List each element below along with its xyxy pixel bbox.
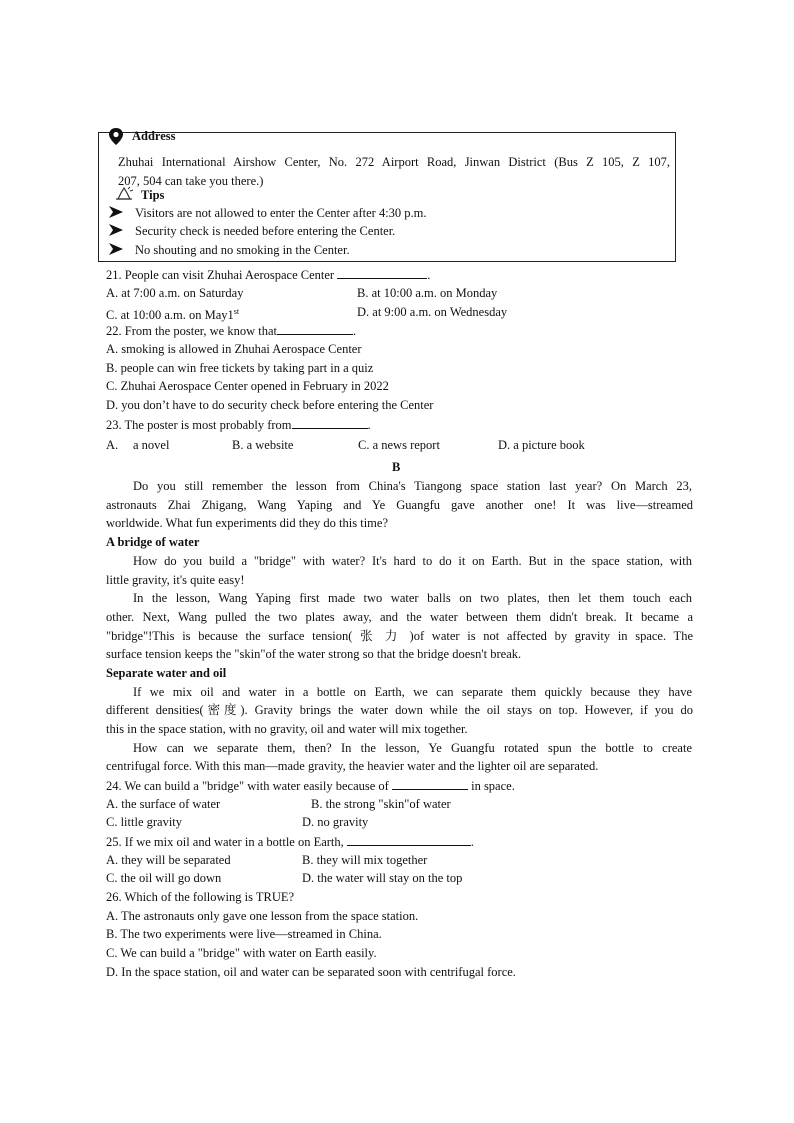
q24-option-d: D. no gravity	[302, 815, 369, 829]
q21-option-b: B. at 10:00 a.m. on Monday	[357, 286, 498, 300]
passage-line: this in the space station, with no gravity, oil and water will mix together.	[106, 722, 468, 736]
q23-option-b: B. a website	[232, 438, 294, 452]
q21-option-d: D. at 9:00 a.m. on Wednesday	[357, 305, 508, 319]
address-heading: Address	[132, 129, 176, 143]
subheading-separate-water-oil: Separate water and oil	[106, 666, 227, 680]
passage-line: centrifugal force. With this man—made gravity, the heavier water and the lighter oil are separated.	[106, 759, 599, 773]
address-line-1: Zhuhai International Airshow Center, No. 272 Airport Road, Jinwan District (Bus Z 105, Z 107,	[118, 155, 670, 169]
passage-line: "bridge"!This is because the surface tension( 张 力 )of water is not affected by gravity in space. The	[106, 629, 693, 643]
location-pin-icon	[106, 127, 126, 147]
address-line-2: 207, 504 can take you there.)	[118, 174, 264, 188]
q23-option-a-letter: A.	[106, 438, 119, 452]
q23-option-d: D. a picture book	[498, 438, 585, 452]
passage-line: worldwide. What fun experiments did they do this time?	[106, 516, 389, 530]
q25-option-b: B. they will mix together	[302, 853, 428, 867]
passage-line: little gravity, it's quite easy!	[106, 573, 245, 587]
arrow-bullet-icon	[108, 223, 124, 237]
question-23: 23. The poster is most probably from .	[106, 418, 371, 432]
passage-line: astronauts Zhai Zhigang, Wang Yaping and Ye Guangfu gave another one! It was live—streamed	[106, 498, 693, 512]
q26-option-a: A. The astronauts only gave one lesson from the space station.	[106, 909, 419, 923]
question-22: 22. From the poster, we know that .	[106, 324, 357, 338]
question-25: 25. If we mix oil and water in a bottle on Earth, .	[106, 835, 475, 849]
q24-option-c: C. little gravity	[106, 815, 183, 829]
arrow-bullet-icon	[108, 242, 124, 256]
passage-line: How can we separate them, then? In the lesson, Ye Guangfu rotated spun the bottle to create	[133, 741, 692, 755]
q21-option-c: C. at 10:00 a.m. on May1st	[106, 307, 240, 323]
passage-line: If we mix oil and water in a bottle on Earth, we can separate them quickly because they have	[133, 685, 692, 699]
question-24: 24. We can build a "bridge" with water easily because of in space.	[106, 779, 515, 793]
q22-option-a: A. smoking is allowed in Zhuhai Aerospace Center	[106, 342, 362, 356]
subheading-bridge-of-water: A bridge of water	[106, 535, 200, 549]
q23-option-a: a novel	[133, 438, 170, 452]
q24-option-b: B. the strong "skin"of water	[311, 797, 451, 811]
q22-option-d: D. you don’t have to do security check before entering the Center	[106, 398, 434, 412]
tips-heading: Tips	[141, 188, 165, 202]
q26-option-d: D. In the space station, oil and water can be separated soon with centrifugal force.	[106, 965, 516, 979]
arrow-bullet-icon	[108, 205, 124, 219]
q21-option-a: A. at 7:00 a.m. on Saturday	[106, 286, 244, 300]
passage-line: other. Next, Wang pulled the two plates away, and the water between them didn't break. It became a	[106, 610, 693, 624]
tips-bell-icon	[114, 184, 136, 202]
q22-option-c: C. Zhuhai Aerospace Center opened in February in 2022	[106, 379, 389, 393]
tip-item: No shouting and no smoking in the Center.	[135, 243, 350, 257]
tip-item: Security check is needed before entering the Center.	[135, 224, 396, 238]
q26-option-b: B. The two experiments were live—streamed in China.	[106, 927, 382, 941]
q25-option-d: D. the water will stay on the top	[302, 871, 463, 885]
passage-line: Do you still remember the lesson from China's Tiangong space station last year? On March 23,	[133, 479, 692, 493]
passage-line: In the lesson, Wang Yaping first made two water balls on two plates, then let them touch each	[133, 591, 692, 605]
q22-option-b: B. people can win free tickets by taking part in a quiz	[106, 361, 374, 375]
q26-option-c: C. We can build a "bridge" with water on Earth easily.	[106, 946, 377, 960]
passage-line: surface tension keeps the "skin"of the water strong so that the bridge doesn't break.	[106, 647, 522, 661]
passage-line: different densities(密度). Gravity brings the water down while the oil stays on top. However, if you do	[106, 703, 693, 717]
section-b-letter: B	[392, 460, 401, 474]
tip-item: Visitors are not allowed to enter the Center after 4:30 p.m.	[135, 206, 427, 220]
question-26: 26. Which of the following is TRUE?	[106, 890, 295, 904]
q25-option-c: C. the oil will go down	[106, 871, 222, 885]
q25-option-a: A. they will be separated	[106, 853, 231, 867]
question-21: 21. People can visit Zhuhai Aerospace Center .	[106, 268, 431, 282]
q24-option-a: A. the surface of water	[106, 797, 221, 811]
passage-line: How do you build a "bridge" with water? It's hard to do it on Earth. But in the space station, with	[133, 554, 692, 568]
q23-option-c: C. a news report	[358, 438, 440, 452]
